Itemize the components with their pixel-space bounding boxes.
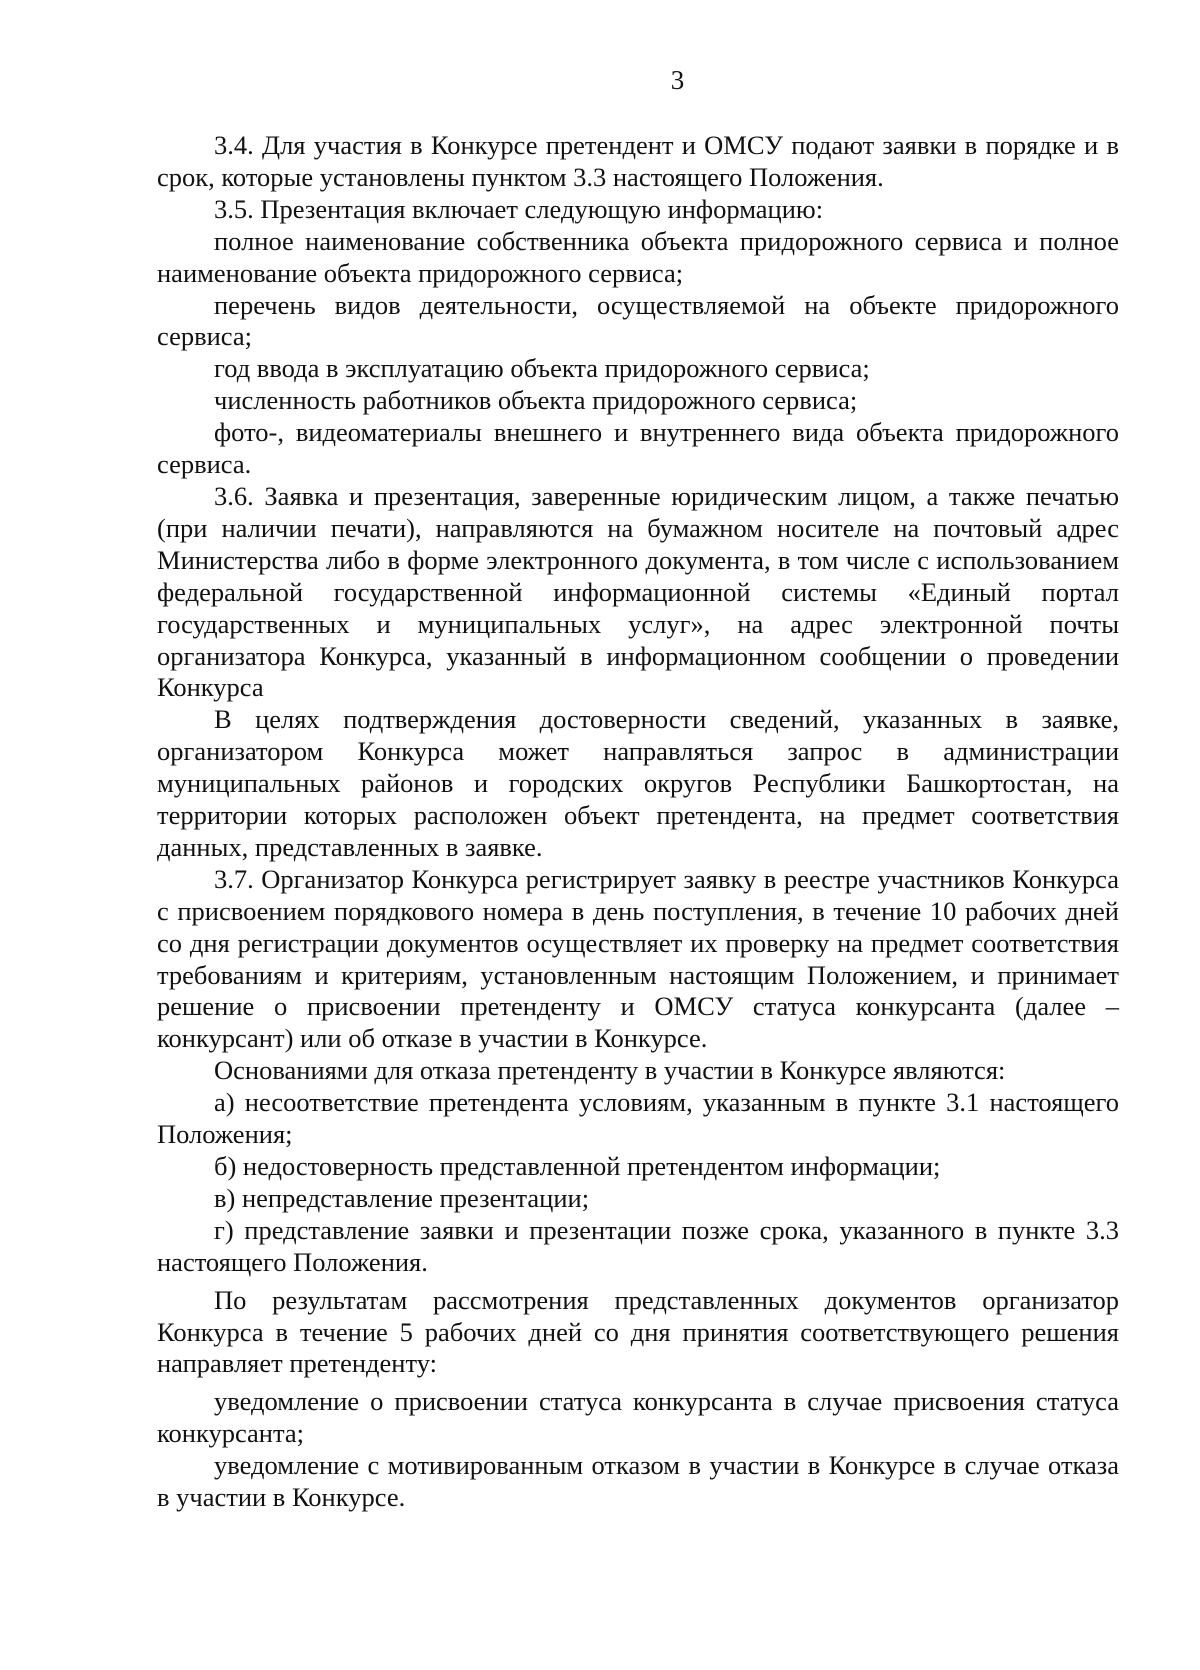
list-item-v: в) непредставление презентации; — [214, 1182, 590, 1213]
list-item-g: г) представление заявки и презентации позже срока, указанного в пункте 3.3 настоящего Положения. — [157, 1214, 1119, 1277]
paragraph-3-5: 3.5. Презентация включает следующую информацию: — [214, 193, 824, 224]
list-item-activities: перечень видов деятельности, осуществляемой на объекте придорожного сервиса; — [157, 289, 1119, 352]
paragraph-verification: В целях подтверждения достоверности сведений, указанных в заявке, организатором Конкурса может направляться запрос в администрации муниципальных районов и городских округов Республики Башкортостан, на территории которых расположен объект претендента, на предмет соответствия данных, представленных в заявке. — [157, 704, 1119, 862]
list-item-notice-refusal: уведомление с мотивированным отказом в участии в Конкурсе в случае отказа в участии в Конкурсе. — [157, 1450, 1119, 1513]
list-item-owner-name: полное наименование собственника объекта придорожного сервиса и полное наименование объекта придорожного сервиса; — [157, 225, 1119, 288]
list-item-a: а) несоответствие претендента условиям, указанным в пункте 3.1 настоящего Положения; — [157, 1087, 1119, 1150]
list-item-media: фото-, видеоматериалы внешнего и внутреннего вида объекта придорожного сервиса. — [157, 417, 1119, 480]
paragraph-refusal-grounds: Основаниями для отказа претенденту в участии в Конкурсе являются: — [214, 1055, 1006, 1086]
paragraph-3-6: 3.6. Заявка и презентация, заверенные юридическим лицом, а также печатью (при наличии печати), направляются на бумажном носителе на почтовый адрес Министерства либо в форме электронного документа, в том числе с использованием федеральной государственной информационной системы «Единый портал государственных и муниципальных услуг», на адрес электронной почты организатора Конкурса, указанный в информационном сообщении о проведении Конкурса — [157, 480, 1119, 703]
document-body — [157, 130, 1119, 1514]
list-item-staff-count: численность работников объекта придорожного сервиса; — [214, 385, 858, 416]
paragraph-results: По результатам рассмотрения представленных документов организатор Конкурса в течение 5 рабочих дней со дня принятия соответствующего решения направляет претенденту: — [157, 1284, 1119, 1379]
list-item-notice-status: уведомление о присвоении статуса конкурсанта в случае присвоения статуса конкурсанта; — [157, 1386, 1119, 1449]
list-item-b: б) недостоверность представленной претендентом информации; — [214, 1151, 941, 1181]
page-number: 3 — [670, 65, 685, 95]
list-item-commissioning-year: год ввода в эксплуатацию объекта придорожного сервиса; — [214, 353, 870, 384]
paragraph-3-4: 3.4. Для участия в Конкурсе претендент и ОМСУ подают заявки в порядке и в срок, которые установлены пунктом 3.3 настоящего Положения. — [157, 130, 1119, 192]
paragraph-3-7: 3.7. Организатор Конкурса регистрирует заявку в реестре участников Конкурса с присвоением порядкового номера в день поступления, в течение 10 рабочих дней со дня регистрации документов осуществляет их проверку на предмет соответствия требованиям и критериям, установленным настоящим Положением, и принимает решение о присвоении претенденту и ОМСУ статуса конкурсанта (далее – конкурсант) или об отказе в участии в Конкурсе. — [157, 863, 1119, 1054]
